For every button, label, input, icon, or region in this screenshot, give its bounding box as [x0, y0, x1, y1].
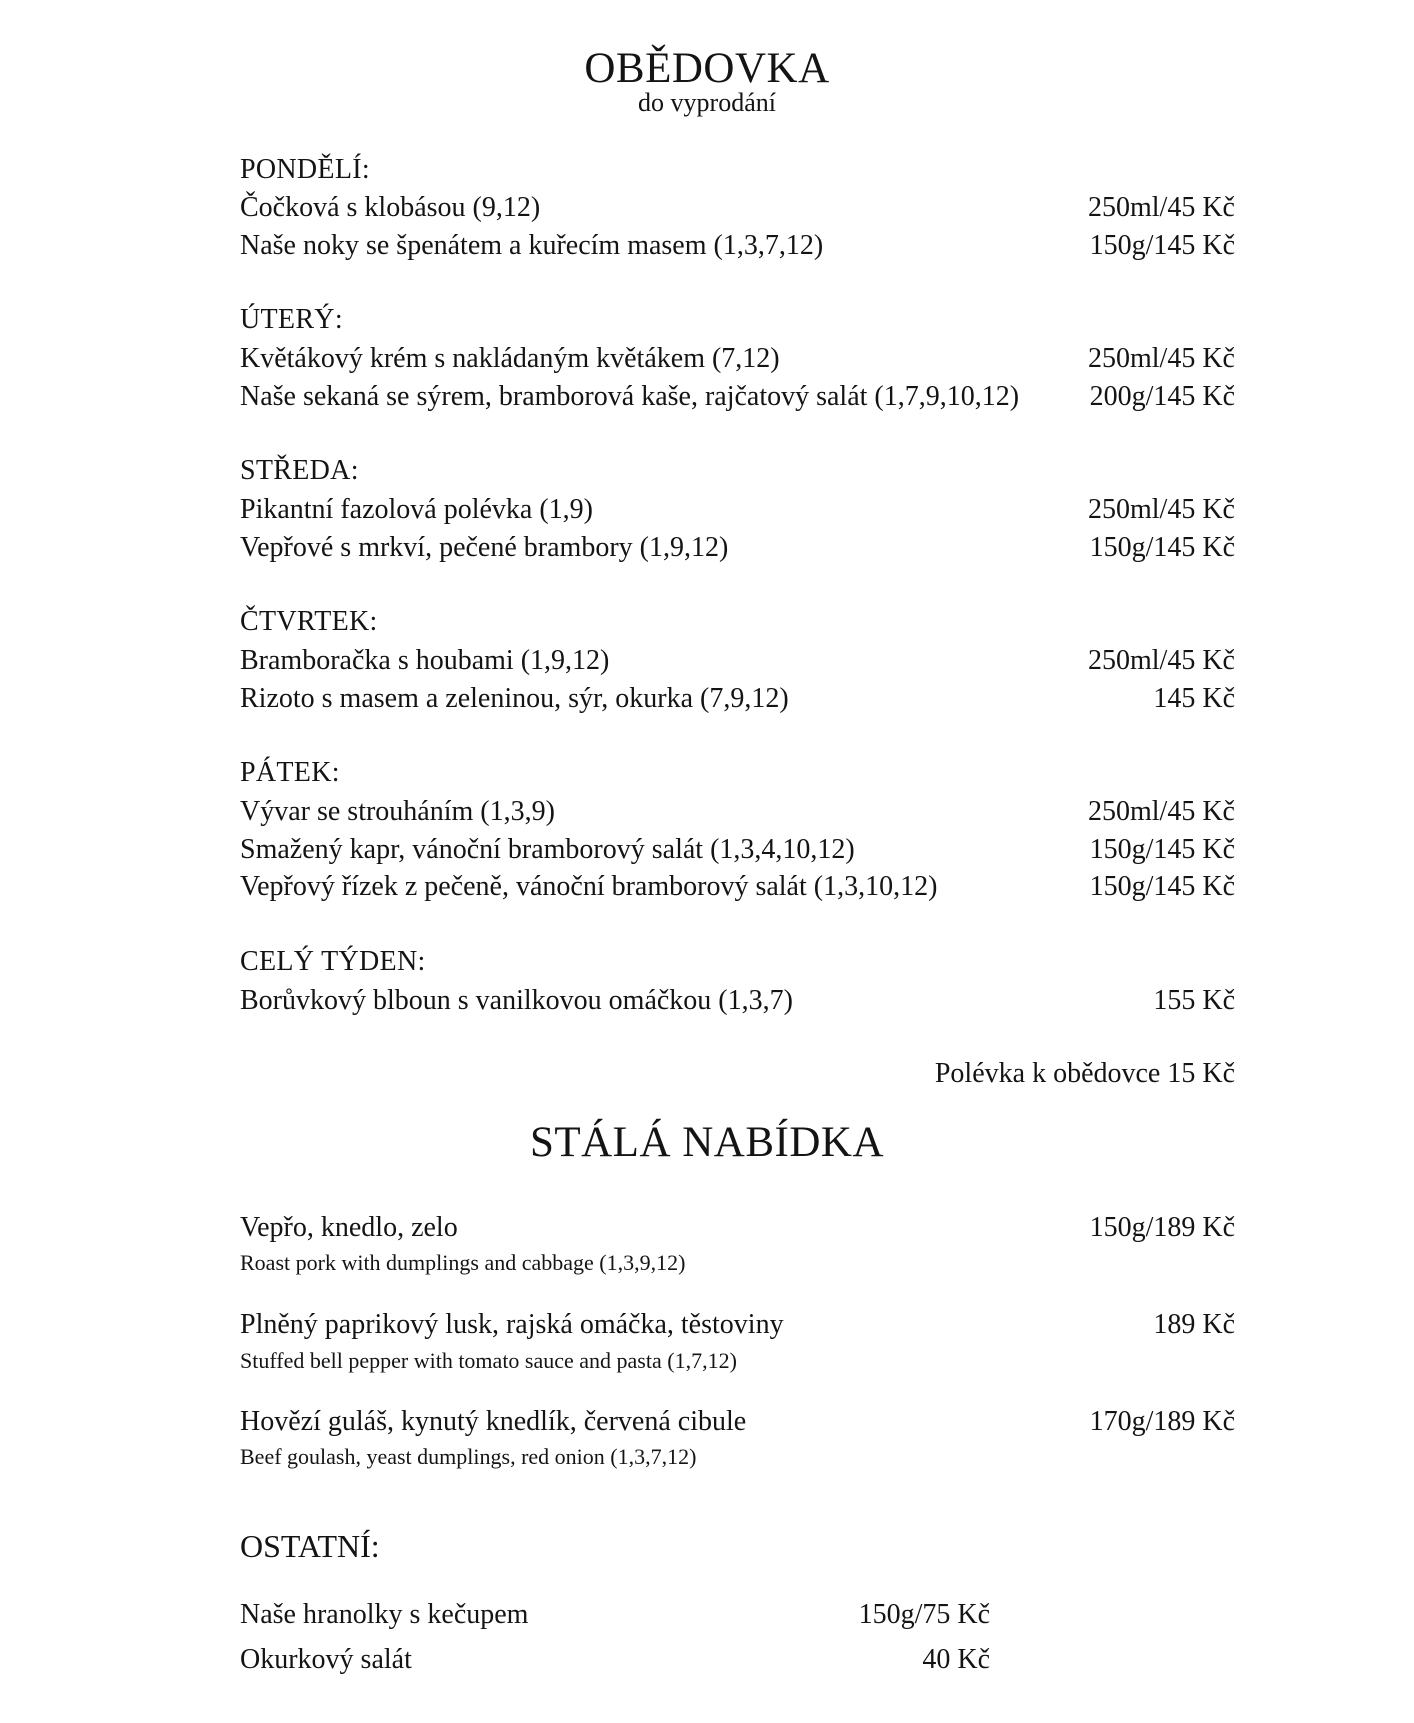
menu-item [240, 1307, 1235, 1343]
item-price: 189 Kč [1153, 1309, 1235, 1340]
menu-item [240, 869, 1235, 905]
item-name: Smažený kapr, vánoční bramborový salát (1,3,4,10,12) [240, 834, 855, 865]
item-price: 200g/145 Kč [1089, 381, 1235, 412]
item-name: Pikantní fazolová polévka (1,9) [240, 494, 594, 525]
item-name: Naše sekaná se sýrem, bramborová kaše, rajčatový salát (1,7,9,10,12) [240, 381, 1020, 412]
item-price: 145 Kč [1153, 683, 1235, 714]
item-price: 170g/189 Kč [1089, 1406, 1235, 1437]
item-translation: Beef goulash, yeast dumplings, red onion (1,3,7,12) [240, 1444, 697, 1469]
item-price: 150g/145 Kč [1089, 871, 1235, 902]
menu-item [240, 1642, 990, 1678]
menu-subtitle: do vyprodání [638, 88, 776, 117]
menu-item [240, 832, 1235, 868]
menu-item [240, 983, 1235, 1019]
menu-item [240, 379, 1235, 415]
item-name: Vepřový řízek z pečeně, vánoční bramborový salát (1,3,10,12) [240, 871, 938, 902]
item-name: Rizoto s masem a zeleninou, sýr, okurka (7,9,12) [240, 683, 789, 714]
item-price: 150g/189 Kč [1089, 1212, 1235, 1243]
item-name: Plněný paprikový lusk, rajská omáčka, těstoviny [240, 1309, 784, 1340]
day-label-thursday: ČTVRTEK: [240, 606, 378, 637]
item-name: Vývar se strouháním (1,3,9) [240, 796, 555, 827]
item-price: 250ml/45 Kč [1088, 645, 1235, 676]
day-label-tuesday: ÚTERÝ: [240, 304, 343, 335]
menu-title: OBĚDOVKA [584, 45, 830, 92]
standing-offer-title: STÁLÁ NABÍDKA [529, 1119, 885, 1166]
menu-item [240, 643, 1235, 679]
item-name: Okurkový salát [240, 1644, 412, 1675]
day-label-whole-week: CELÝ TÝDEN: [240, 946, 426, 977]
item-price: 40 Kč [922, 1644, 990, 1675]
menu-item [240, 190, 1235, 226]
item-price: 150g/145 Kč [1089, 532, 1235, 563]
item-price: 150g/145 Kč [1089, 834, 1235, 865]
item-name: Čočková s klobásou (9,12) [240, 192, 541, 223]
menu-item [240, 1210, 1235, 1246]
item-name: Bramboračka s houbami (1,9,12) [240, 645, 610, 676]
soup-note: Polévka k obědovce 15 Kč [934, 1058, 1235, 1089]
item-name: Květákový krém s nakládaným květákem (7,12) [240, 343, 780, 374]
item-price: 155 Kč [1153, 985, 1235, 1016]
item-price: 250ml/45 Kč [1088, 343, 1235, 374]
menu-item [240, 1404, 1235, 1440]
menu-item [240, 530, 1235, 566]
day-label-wednesday: STŘEDA: [240, 455, 359, 486]
item-translation: Roast pork with dumplings and cabbage (1,3,9,12) [240, 1250, 686, 1275]
item-price: 150g/145 Kč [1089, 230, 1235, 261]
menu-item [240, 1597, 990, 1633]
menu-item [240, 794, 1235, 830]
item-price: 250ml/45 Kč [1088, 192, 1235, 223]
item-name: Vepřové s mrkví, pečené brambory (1,9,12) [240, 532, 729, 563]
item-name: Naše hranolky s kečupem [240, 1599, 529, 1630]
item-price: 250ml/45 Kč [1088, 796, 1235, 827]
item-price: 250ml/45 Kč [1088, 494, 1235, 525]
item-price: 150g/75 Kč [858, 1599, 990, 1630]
day-label-monday: PONDĚLÍ: [240, 154, 370, 185]
item-name: Hovězí guláš, kynutý knedlík, červená cibule [240, 1406, 747, 1437]
item-translation: Stuffed bell pepper with tomato sauce and pasta (1,7,12) [240, 1348, 737, 1373]
item-name: Borůvkový blboun s vanilkovou omáčkou (1,3,7) [240, 985, 793, 1016]
other-title: OSTATNÍ: [240, 1528, 380, 1564]
menu-item [240, 228, 1235, 264]
menu-item [240, 681, 1235, 717]
day-label-friday: PÁTEK: [240, 757, 340, 788]
menu-item [240, 341, 1235, 377]
menu-item [240, 492, 1235, 528]
item-name: Naše noky se špenátem a kuřecím masem (1,3,7,12) [240, 230, 824, 261]
item-name: Vepřo, knedlo, zelo [240, 1212, 458, 1243]
